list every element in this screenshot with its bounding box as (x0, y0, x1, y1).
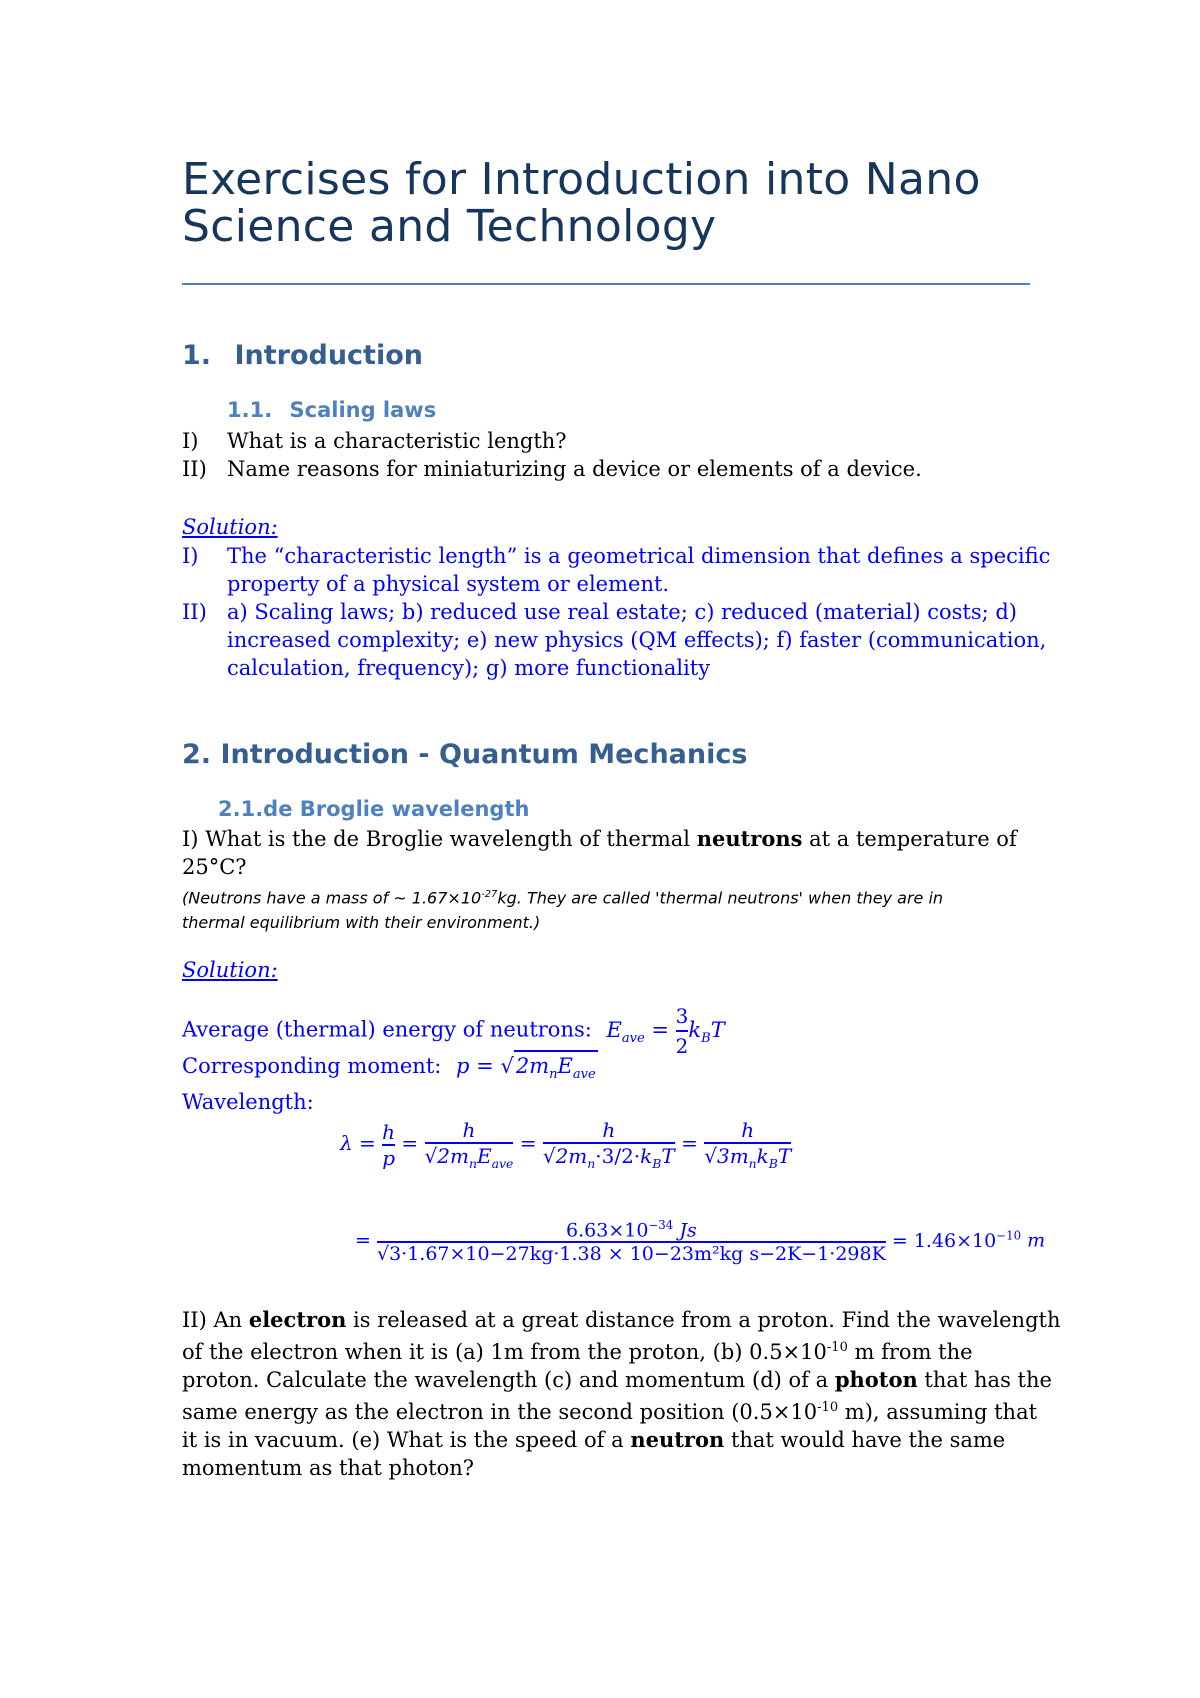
solution-item-continuation: calculation, frequency); g) more functionality (227, 656, 711, 680)
solution-label: Solution: (182, 515, 278, 539)
solution-item-continuation: property of a physical system or element. (227, 572, 670, 596)
question-2-line: proton. Calculate the wavelength (c) and momentum (d) of a photon that has the (182, 1367, 1052, 1392)
document-title-line2: Science and Technology (182, 201, 717, 252)
title-rule (182, 283, 1030, 285)
question-list (182, 427, 922, 483)
solution-item: II) a) Scaling laws; b) reduced use real estate; c) reduced (material) costs; d) (182, 600, 1017, 624)
moment-line: Corresponding moment: $p = √2m_nE_{ave}$ (182, 1050, 598, 1089)
question-item: II) Name reasons for miniaturizing a device or elements of a device. (182, 457, 922, 481)
question-2-line: II) An electron is released at a great distance from a proton. Find the wavelength (182, 1307, 1061, 1332)
question-1: I) What is the de Broglie wavelength of thermal neutrons at a temperature of 25°C? (182, 826, 1017, 879)
section-1-title: Introduction (234, 340, 423, 371)
question-2-line: it is in vacuum. (e) What is the speed of a neutron that would have the same (182, 1427, 1006, 1452)
avg-energy-formula: $E_{ave}$ = $\frac{3}{2}$ $k_BT$ (606, 1004, 725, 1058)
question-item: I) What is a characteristic length? (182, 429, 567, 453)
neutron-note: (Neutrons have a mass of ~ $1.67\times 10^{-27}kg$. They are called 'thermal neutrons' when they are in thermal equilibrium with their environment.) (182, 888, 944, 933)
section-2-heading: 2. Introduction - Quantum Mechanics (182, 739, 748, 770)
avg-energy-line: Average (thermal) energy of neutrons: $E_{ave}$ = $\frac{3}{2}$ $k_BT$ (182, 1004, 725, 1058)
solution-item: I) The “characteristic length” is a geometrical dimension that defines a specific (182, 544, 1051, 568)
question-2-line: same energy as the electron in the second position ($0.5\times 10^{-10}$ m), assuming that (182, 1400, 1038, 1424)
document-title-line1: Exercises for Introduction into Nano (182, 154, 981, 205)
wavelength-numeric: = $\frac{6.63\times 10^{-34} Js}{\text{√3·1.67×10−27kg·1.38 × 10−23m²kg s−2K−1·298K}}$ = $1.46\times 10^{-10}$ m (355, 1218, 1046, 1266)
section-1-1-heading (227, 398, 436, 422)
wavelength-formula: λ = $\frac{h}{p}$ = $\frac{h}{√2m_nE_{ave}}$ = $\frac{h}{√2m_n\cdot 3/2\cdot k_BT}$ = $\frac{h}{√3m_nk_BT}$ (340, 1118, 792, 1171)
wavelength-label: Wavelength: (182, 1090, 314, 1114)
question-2-line: of the electron when it is (a) 1m from the proton, (b) $0.5\times 10^{-10}$ m from the (182, 1340, 973, 1364)
section-1-1-number: 1.1. (227, 398, 273, 422)
section-1-heading (182, 340, 423, 371)
question-2 (182, 1306, 1061, 1482)
section-2-1-heading: 2.1.de Broglie wavelength (218, 797, 530, 821)
solution-item-continuation: increased complexity; e) new physics (QM effects); f) faster (communication, (227, 628, 1047, 652)
section-1-1-title: Scaling laws (289, 398, 437, 422)
section-1-number: 1. (182, 340, 212, 371)
solution-label-2: Solution: (182, 958, 278, 982)
solution-list (182, 542, 1050, 682)
question-2-line: momentum as that photon? (182, 1456, 475, 1480)
moment-formula: $p = √2m_nE_{ave}$ (456, 1054, 598, 1078)
